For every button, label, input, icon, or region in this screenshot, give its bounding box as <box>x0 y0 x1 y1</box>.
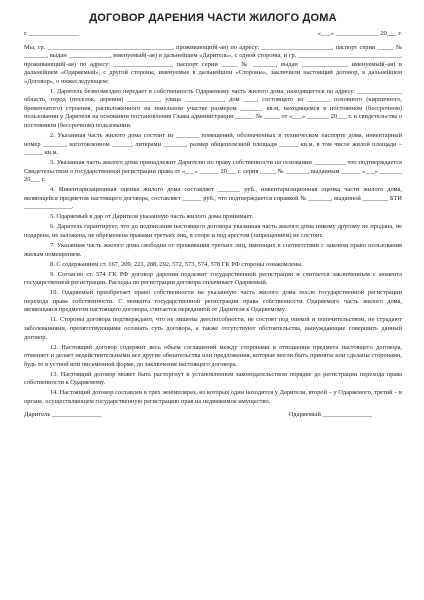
clause-5: 5. Одаряемый в дар от Дарителя указанную часть жилого дома принимает. <box>50 213 254 221</box>
document-title: ДОГОВОР ДАРЕНИЯ ЧАСТИ ЖИЛОГО ДОМА <box>89 12 337 24</box>
clause-2: 2. Указанная часть жилого дома состоит из _______ помещений, обозначенных в техническом паспорте дома, инвентарный номер _______, изготовленном ______, литерами _______, размер общеполезной площади ______ кв.м, в том числе жилой площади – ______ кв.м. <box>24 132 402 157</box>
clause-7: 7. Указанная часть жилого дома свободна от проживания третьих лиц, имеющих в соответствии с законом право пользования жилым помещением. <box>24 242 402 258</box>
donor-signature: Даритель _______________ <box>24 411 102 419</box>
clause-3: 3. Указанная часть жилого дома принадлежит Дарителю по праву собственности на основании __________ что подтверждается Свидетельством о государственной регистрации права от «___» ______ 20___ г. серия _____ № _______, выданным ______ «___» _______ 20___ г. <box>24 159 402 184</box>
date-field: «___» _____________ 20___ г. <box>317 30 402 37</box>
clause-4: 4. Инвентаризационная оценка жилого дома составляет _______ руб., инвентаризационная оценка части жилого дома, являющейся предметом настоящего договора, составляет ______ руб., что подтверждается справкой № _______, выданной ________ БТИ _______________. <box>24 186 402 211</box>
signature-row <box>24 411 402 420</box>
clause-1: 1. Даритель безвозмездно передает в собственность Одаряемому часть жилого дома, находящегося по адресу: ______________ область, город (поселок, деревня) __________, улица ____________, дом ____, состоящего из _______ основного (кирпичного, бревенчатого) строения, расположенного на земельном участке размером _______ кв.м, находящемся в постоянном (бессрочном) пользовании у Дарителя на основании постановления Главы администрации ______ № _____ от «___» _______ 20___ г. и свидетельства о постоянном (бессрочном) пользовании. <box>24 87 402 129</box>
clause-11: 11. Стороны договора подтверждают, что не лишены дееспособности, не состоят под опекой и попечительством, не страдают заболеваниями, препятствующими осознать суть договора, а также отсутствуют обстоятельства, вынуждающие совершить данный договор. <box>24 316 402 341</box>
donee-signature: Одаряемый _______________ <box>288 411 372 419</box>
city-field: г. _______________ <box>24 30 79 37</box>
clause-12: 12. Настоящий договор содержит весь объем соглашений между сторонами в отношении предмета настоящего договора, отменяет и делает недействительными все другие обязательства или предложения, которые могли быть приняты или сделаны сторонами, будь то в устной или письменной форме, до заключения настоящего договора. <box>24 343 402 368</box>
place-date-row <box>24 30 402 39</box>
clause-6: 6. Даритель гарантирует, что до подписания настоящего договора указанная часть жилого дома никому другому не продана, не подарена, не заложена, не обременена правами третьих лиц, в споре и под арестом (запрещением) не состоит. <box>24 223 402 240</box>
clause-8: 8. С содержанием ст. 167, 209, 223, 288, 292, 572, 573, 574, 578 ГК РФ стороны ознакомлены. <box>50 260 304 268</box>
clause-10: 10. Одаряемый приобретает право собственности на указанную часть жилого дома после государственной регистрации перехода права собственности. С момента государственной регистрации права собственности Одаряемого часть жилого дома, являющаяся предметом настоящего договора, считается переданной от Дарителя к Одаряемому. <box>24 289 402 314</box>
clause-9: 9. Согласно ст. 574 ГК РФ договор дарения подлежит государственной регистрации и считается заключенным с момента государственной регистрации. Расходы по регистрации договора оплачивает Одаряемый. <box>24 270 402 287</box>
clause-14: 14. Настоящий договор составлен в трех экземплярах, из которых один находится у Дарителя, второй – у Одаряемого, третий – в органе, осуществляющем государственную регистрацию прав на недвижимое имущество. <box>24 389 402 405</box>
preamble: Мы, гр. _______________________________________, проживающий(-ая) по адресу: ______________________, паспорт серии _____ № _______, выдан _____________, именуемый(-ая) в дальнейшем «Даритель», с одной стороны, и гр. ________________________________, проживающий(-ая) по адресу: __________________, паспорт серии _____ № _______, выдан ______________, именуемый(-ая) в дальнейшем «Одаряемый», с другой стороны, именуемые в дальнейшем «Стороны», заключили настоящий договор, в дальнейшем «Договор», о нижеследующем: <box>24 43 402 85</box>
clause-13: 13. Настоящий договор может быть расторгнут в установленном законодательством порядке до регистрации перехода права собственности к Одаряемому. <box>24 370 402 387</box>
